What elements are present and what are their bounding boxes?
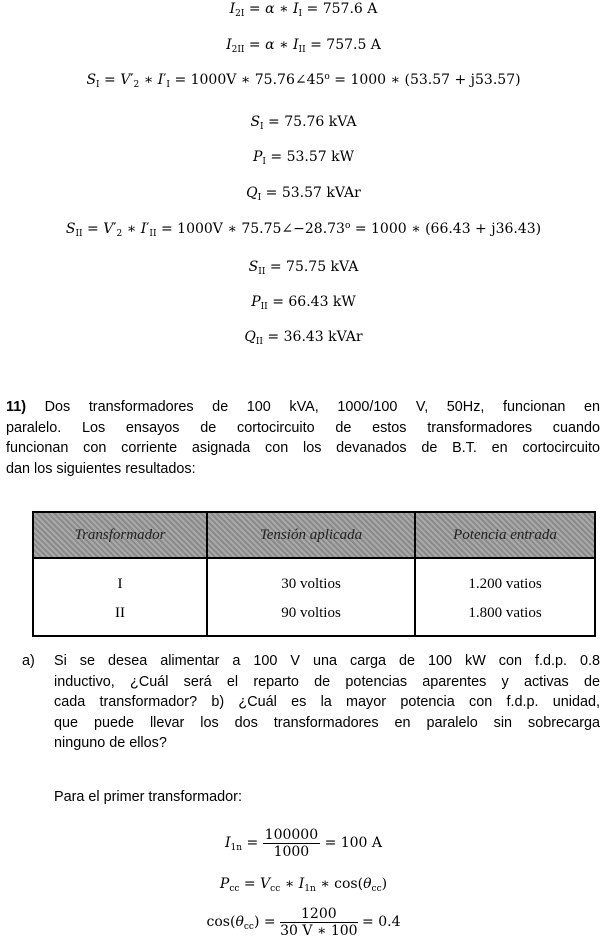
equation-i1n: $I_{1n}$ = $\frac{100000}{1000}$ = 100 A [224, 826, 383, 860]
subheading: Para el primer transformador: [54, 789, 242, 805]
table-row [33, 558, 595, 599]
question-text: Si se desea alimentar a 100 V una carga de 100 kW con f.d.p. 0.8 inductivo, ¿Cuál será el reparto de potencias aparentes y activas de cada transformador? b) ¿Cuál es la mayor potencia con f.d.p. unidad, que puede llevar los dos transformadores en paralelo sin sobrecarga ninguno de ellos? [54, 653, 600, 751]
equation-sii: $S_{II} = 75.75$ kVA [248, 259, 359, 277]
problem-number: 11) [6, 399, 27, 415]
equation-sii-full: $S_{II} = V'_2$ ∗ $I'_{II} = 1000V$ ∗ $75.75\angle-28.73^o = 1000$ ∗ (66.43 + j36.43) [65, 221, 542, 239]
table-header: Transformador [33, 512, 207, 558]
equation-i2i: $I_{2I} = \alpha$ ∗ $I_I = 757.6$ A [229, 1, 378, 19]
equation-pii: $P_{II} = 66.43$ kW [251, 294, 356, 312]
question-marker: a) [22, 653, 35, 669]
equation-pcc: $P_{cc} = V_{cc}$ ∗ $I_{1n}$ ∗ $\cos(\theta_{cc})$ [219, 876, 388, 894]
equation-si-full: $S_I = V'_2$ ∗ $I'_I = 1000V$ ∗ 75.76∠45$^o$ = 1000 ∗ (53.57 + j53.57) [86, 72, 521, 90]
table-header: Tensión aplicada [207, 512, 415, 558]
problem-statement: 11) Dos transformadores de 100 kVA, 1000/100 V, 50Hz, funcionan en paralelo. Los ensayos de cortocircuito de estos transformadores cuando funcionan con corriente asignada con los devanados de B.T. en cortocircuito dan los siguientes resultados: [6, 399, 601, 477]
equation-qi: $Q_I = 53.57$ kVAr [246, 185, 361, 203]
table-cell: 90 voltios [207, 599, 415, 636]
equation-cos: $\cos(\theta_{cc})$ = $\frac{1200}{30 V ∗ 100}$ = 0.4 [206, 905, 401, 939]
table-cell: I [33, 558, 207, 599]
table-cell: 30 voltios [207, 558, 415, 599]
test-results-table [32, 511, 596, 637]
equation-si: $S_I = 75.76$ kVA [250, 114, 357, 132]
table-cell: 1.200 vatios [415, 558, 595, 599]
equation-qii: $Q_{II} = 36.43$ kVAr [244, 329, 363, 347]
equation-pi: $P_I = 53.57$ kW [252, 149, 355, 167]
table-cell: 1.800 vatios [415, 599, 595, 636]
equation-i2ii: $I_{2II} = \alpha$ ∗ $I_{II} = 757.5$ A [226, 37, 381, 55]
table-header: Potencia entrada [415, 512, 595, 558]
table-row [33, 599, 595, 636]
table-cell: II [33, 599, 207, 636]
